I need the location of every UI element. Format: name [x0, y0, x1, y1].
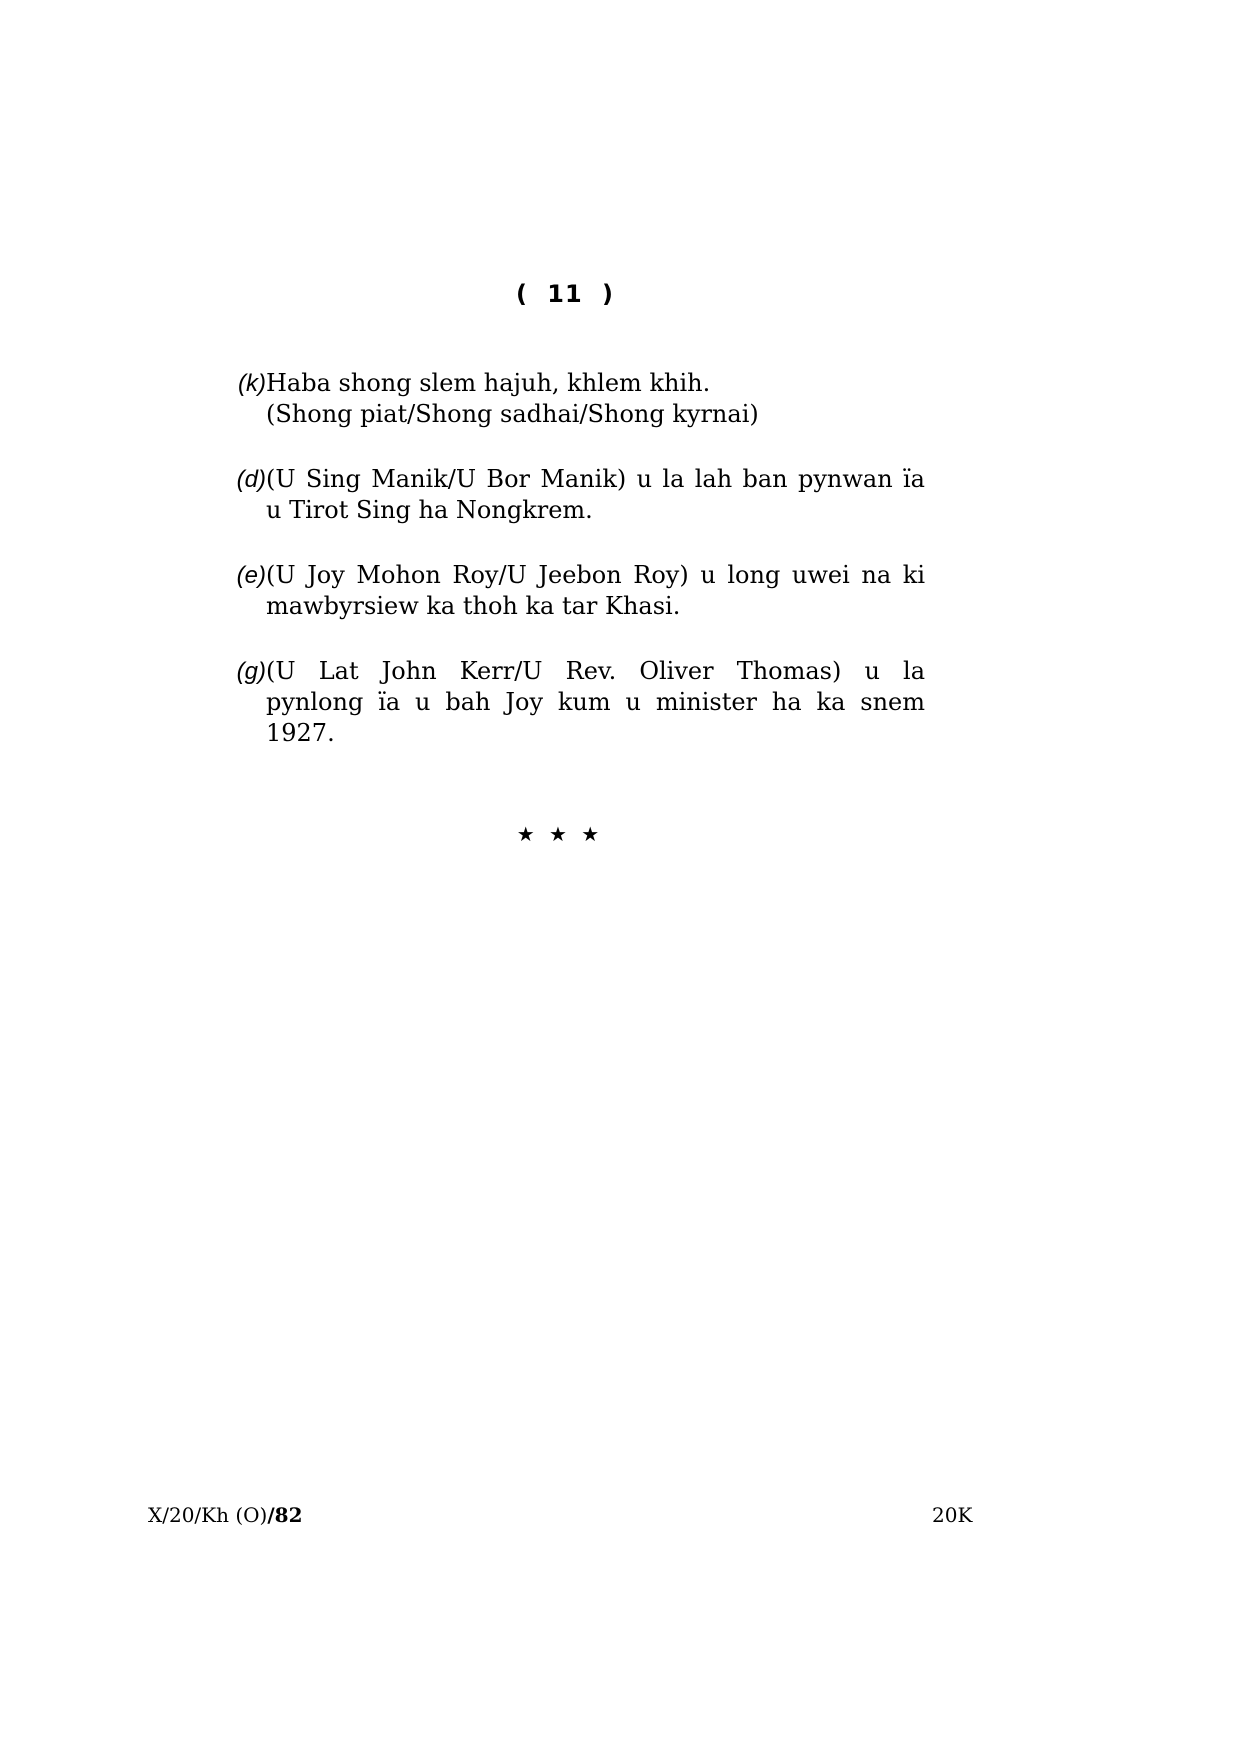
footer-code-prefix: X/20/Kh (O): [148, 1503, 268, 1527]
question-item-k: [200, 368, 925, 430]
item-line: 1927.: [266, 719, 335, 747]
end-stars: ★ ★ ★: [516, 822, 604, 846]
item-label: (k): [238, 370, 266, 397]
question-items: [200, 368, 925, 783]
question-item-g: [200, 656, 925, 749]
item-label: (e): [236, 562, 266, 589]
item-line: Haba shong slem hajuh, khlem khih.: [266, 369, 711, 397]
item-label: (g): [236, 658, 266, 685]
item-line: u Tirot Sing ha Nongkrem.: [266, 496, 593, 524]
item-line: pynlong ïa u bah Joy kum u minister ha ka snem: [266, 688, 925, 716]
page-number: ( 11 ): [515, 280, 615, 308]
footer-print-count: 20K: [932, 1503, 973, 1527]
item-text: [266, 464, 925, 526]
item-text: [266, 560, 925, 622]
item-line: (Shong piat/Shong sadhai/Shong kyrnai): [266, 400, 759, 428]
item-label: (d): [236, 466, 266, 493]
item-line: (U Sing Manik/U Bor Manik) u la lah ban pynwan ïa: [266, 465, 925, 493]
item-line: (U Lat John Kerr/U Rev. Oliver Thomas) u la: [266, 657, 925, 685]
item-text: [266, 656, 925, 749]
item-line: (U Joy Mohon Roy/U Jeebon Roy) u long uwei na ki: [266, 561, 925, 589]
item-line: mawbyrsiew ka thoh ka tar Khasi.: [266, 592, 681, 620]
footer-paper-code: [148, 1503, 303, 1527]
item-text: [266, 368, 925, 430]
question-item-d: [200, 464, 925, 526]
question-item-e: [200, 560, 925, 622]
footer-code-suffix: /82: [267, 1503, 303, 1527]
